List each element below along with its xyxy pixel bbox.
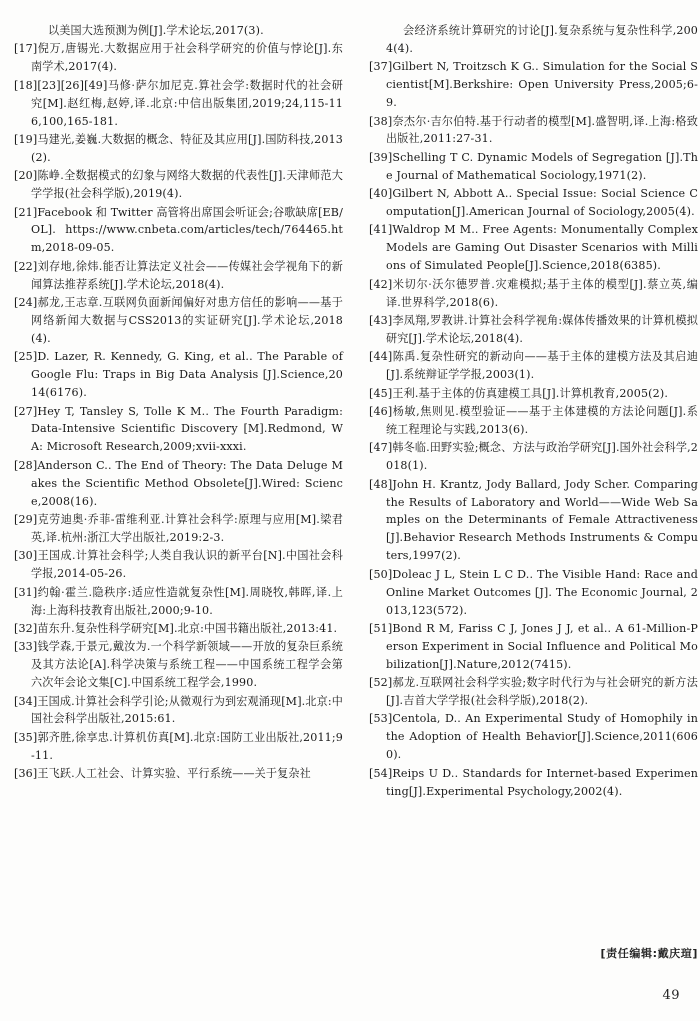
editor-credit: [责任编辑:戴庆瑄] — [600, 947, 698, 960]
reference-entry: 以美国大选预测为例[J].学术论坛,2017(3). — [48, 24, 264, 37]
reference-entry: [29]克劳迪奥·乔菲-雷维利亚.计算社会科学:原理与应用[M].梁君英,译.杭州:浙江大学出版社,2019:2-3. — [14, 512, 343, 544]
reference-entry: [39]Schelling T C. Dynamic Models of Segregation [J].The Journal of Mathematical Sociology,1971(2). — [369, 150, 698, 182]
reference-entry: [53]Centola, D.. An Experimental Study of Homophily in the Adoption of Health Behavior[J].Science,2011(6060). — [369, 712, 698, 762]
reference-entry: [36]王飞跃.人工社会、计算实验、平行系统——关于复杂社 — [14, 767, 311, 781]
reference-entry: [28]Anderson C.. The End of Theory: The Data Deluge Makes the Scientific Method Obsolete[J].Wired: Science,2008(16). — [14, 458, 343, 508]
reference-entry: [45]王利.基于主体的仿真建模工具[J].计算机教育,2005(2). — [369, 386, 669, 400]
reference-entry: [35]郭齐胜,徐享忠.计算机仿真[M].北京:国防工业出版社,2011;9-11. — [14, 730, 343, 762]
reference-entry: [42]米切尔·沃尔德罗普.灾难模拟;基于主体的模型[J].蔡立英,编译.世界科学,2018(6). — [369, 277, 698, 309]
page-number: 49 — [662, 988, 680, 1003]
reference-entry: [21]Facebook 和 Twitter 高管将出席国会听证会;谷歌缺席[EB/OL]. https://www.cnbeta.com/articles/tech/764465.htm,2018-09-05. — [14, 205, 343, 255]
reference-entry: 会经济系统计算研究的讨论[J].复杂系统与复杂性科学,2004(4). — [386, 24, 698, 55]
reference-entry: [38]奈杰尔·吉尔伯特.基于行动者的模型[M].盛智明,译.上海:格致出版社,2011:27-31. — [369, 114, 698, 146]
reference-entry: [51]Bond R M, Fariss C J, Jones J J, et al.. A 61-Million-Person Experiment in Social Influence and Political Mobilization[J].Nature,2012(7415). — [369, 621, 698, 671]
reference-entry: [22]刘存地,徐炜.能否让算法定义社会——传媒社会学视角下的新闻算法推荐系统[J].学术论坛,2018(4). — [14, 259, 343, 291]
reference-entry: [37]Gilbert N, Troitzsch K G.. Simulation for the Social Scientist[M].Berkshire: Open University Press,2005;6-9. — [369, 60, 698, 110]
reference-entry: [54]Reips U D.. Standards for Internet-based Experimenting[J].Experimental Psychology,2002(4). — [369, 766, 698, 798]
reference-entry: [19]马建光,姜巍.大数据的概念、特征及其应用[J].国防科技,2013(2). — [14, 132, 343, 164]
left-column — [14, 22, 343, 961]
reference-entry: [31]约翰·霍兰.隐秩序:适应性造就复杂性[M].周晓牧,韩晖,译.上海:上海科技教育出版社,2000;9-10. — [14, 585, 343, 617]
reference-entry: [17]倪万,唐锡光.大数据应用于社会科学研究的价值与悖论[J].东南学术,2017(4). — [14, 42, 343, 74]
reference-entry: [20]陈峥.全数据模式的幻象与网络大数据的代表性[J].天津师范大学学报(社会科学版),2019(4). — [14, 169, 343, 201]
reference-entry: [47]韩冬临.田野实验;概念、方法与政治学研究[J].国外社会科学,2018(1). — [369, 441, 698, 473]
reference-entry: [52]郝龙.互联网社会科学实验;数字时代行为与社会研究的新方法[J].吉首大学学报(社会科学版),2018(2). — [369, 676, 698, 708]
right-column — [369, 22, 698, 961]
right-column-spacer — [369, 801, 698, 901]
reference-entry: [30]王国成.计算社会科学;人类自我认识的新平台[N].中国社会科学报,2014-05-26. — [14, 549, 343, 581]
reference-entry: [46]杨敏,焦则见.模型验证——基于主体建模的方法论问题[J].系统工程理论与实践,2013(6). — [369, 405, 698, 436]
reference-entry: [48]John H. Krantz, Jody Ballard, Jody Scher. Comparing the Results of Laboratory and World——Wide Web Samples on the Determinants of Female Attractiveness[J].Behavior Research Methods Instruments & Computers,1997(2). — [369, 477, 698, 563]
reference-entry: [44]陈禹.复杂性研究的新动向——基于主体的建模方法及其启迪[J].系统辩证学学报,2003(1). — [369, 350, 698, 382]
reference-entry: [27]Hey T, Tansley S, Tolle K M.. The Fourth Paradigm: Data-Intensive Scientific Discovery [M].Redmond, WA: Microsoft Research,2009;xvii-xxxi. — [14, 404, 343, 454]
reference-entry: [24]郝龙,王志章.互联网负面新闻偏好对患方信任的影响——基于网络新闻大数据与CSS2013的实证研究[J].学术论坛,2018(4). — [14, 296, 343, 345]
reference-entry: [18][23][26][49]马修·萨尔加尼克.算社会学:数据时代的社会研究[M].赵红梅,赵婷,译.北京:中信出版集团,2019;24,115-116,100,165-181. — [14, 78, 343, 128]
reference-entry: [34]王国成.计算社会科学引论;从微观行为到宏观涌现[M].北京:中国社会科学出版社,2015:61. — [14, 694, 343, 726]
reference-entry: [43]李凤翔,罗教讲.计算社会科学视角:媒体传播效果的计算机模拟研究[J].学术论坛,2018(4). — [369, 314, 698, 345]
reference-entry: [40]Gilbert N, Abbott A.. Special Issue: Social Science Computation[J].American Journal of Sociology,2005(4). — [369, 187, 698, 219]
reference-entry: [25]D. Lazer, R. Kennedy, G. King, et al.. The Parable of Google Flu: Traps in Big Data Analysis [J].Science,2014(6176). — [14, 350, 343, 400]
reference-entry: [32]苗东升.复杂性科学研究[M].北京:中国书籍出版社,2013:41. — [14, 621, 338, 635]
reference-entry: [50]Doleac J L, Stein L C D.. The Visible Hand: Race and Online Market Outcomes [J]. The Economic Journal, 2013,123(572). — [369, 567, 698, 617]
two-column-body — [14, 22, 698, 961]
reference-entry: [33]钱学森,于景元,戴汝为.一个科学新领域——开放的复杂巨系统及其方法论[A].科学决策与系统工程——中国系统工程学会第六次年会论文集[C].中国系统工程学会,1990. — [14, 640, 343, 690]
reference-entry: [41]Waldrop M M.. Free Agents: Monumentally Complex Models are Gaming Out Disaster Scenarios with Millions of Simulated People[J].Science,2018(6385). — [369, 223, 698, 273]
